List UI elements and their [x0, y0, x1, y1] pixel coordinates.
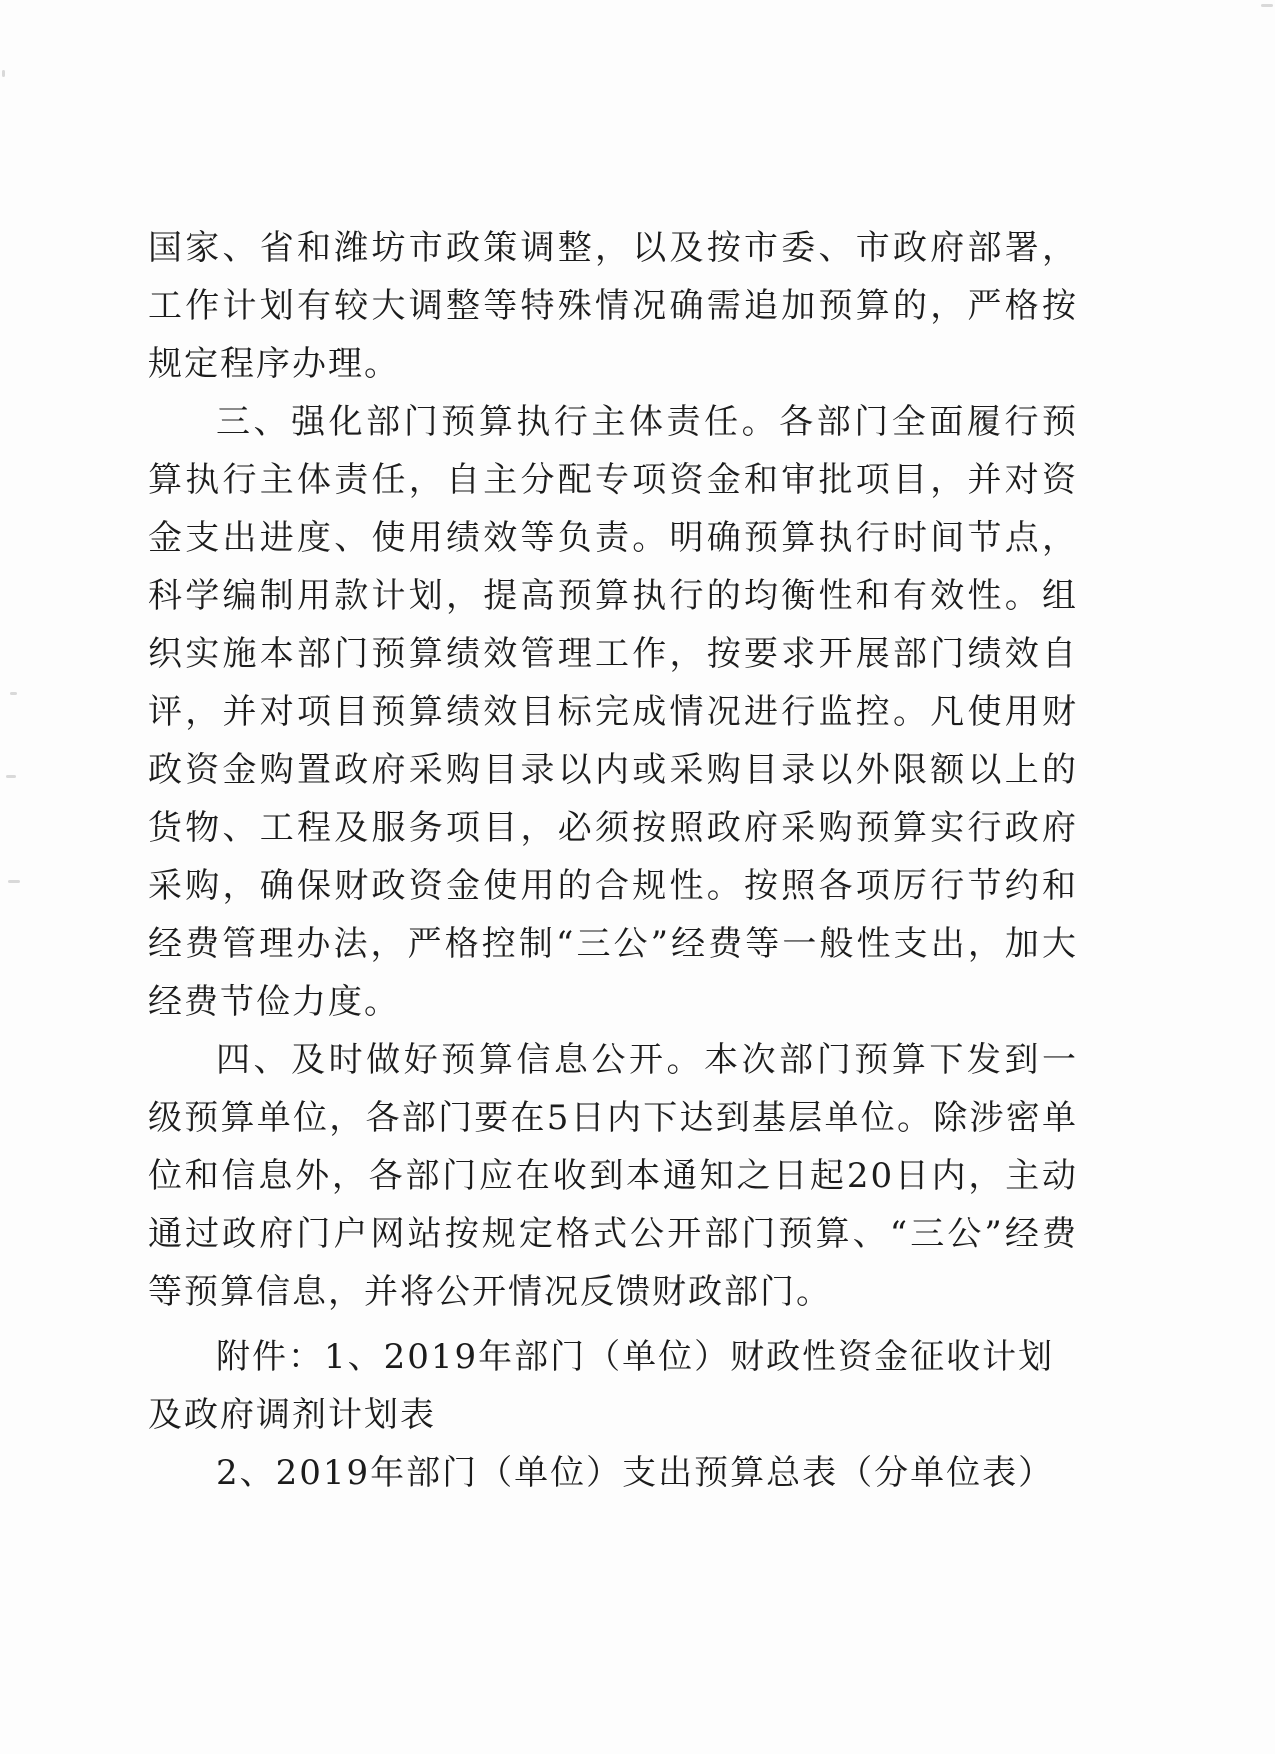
attachment-item-1: 附件：1、2019年部门（单位）财政性资金征收计划及政府调剂计划表	[148, 1337, 1055, 1435]
section-three-paragraph: 三、强化部门预算执行主体责任。各部门全面履行预算执行主体责任，自主分配专项资金和审批项目，并对资金支出进度、使用绩效等负责。明确预算执行时间节点，科学编制用款计划，提高预算执行的均衡性和有效性。组织实施本部门预算绩效管理工作，按要求开展部门绩效自评，并对项目预算绩效目标完成情况进行监控。凡使用财政资金购置政府采购目录以内或采购目录以外限额以上的货物、工程及服务项目，必须按照政府采购预算实行政府采购，确保财政资金使用的合规性。按照各项厉行节约和经费管理办法，严格控制“三公”经费等一般性支出，加大经费节俭力度。	[148, 402, 1078, 1022]
scan-artifact	[1261, 4, 1273, 7]
scan-artifact	[2, 70, 5, 77]
continuation-paragraph: 国家、省和潍坊市政策调整，以及按市委、市政府部署，工作计划有较大调整等特殊情况确需追加预算的，严格按规定程序办理。	[148, 228, 1078, 384]
scan-artifact	[8, 880, 20, 883]
attachment-item-2: 2、2019年部门（单位）支出预算总表（分单位表）	[216, 1453, 1055, 1493]
document-body	[148, 219, 1078, 1321]
scan-artifact	[6, 775, 16, 778]
scan-artifact	[10, 692, 17, 695]
section-four-paragraph: 四、及时做好预算信息公开。本次部门预算下发到一级预算单位，各部门要在5日内下达到基层单位。除涉密单位和信息外，各部门应在收到本通知之日起20日内，主动通过政府门户网站按规定格式公开部门预算、“三公”经费等预算信息，并将公开情况反馈财政部门。	[148, 1040, 1078, 1312]
attachments-list	[148, 1328, 1078, 1502]
